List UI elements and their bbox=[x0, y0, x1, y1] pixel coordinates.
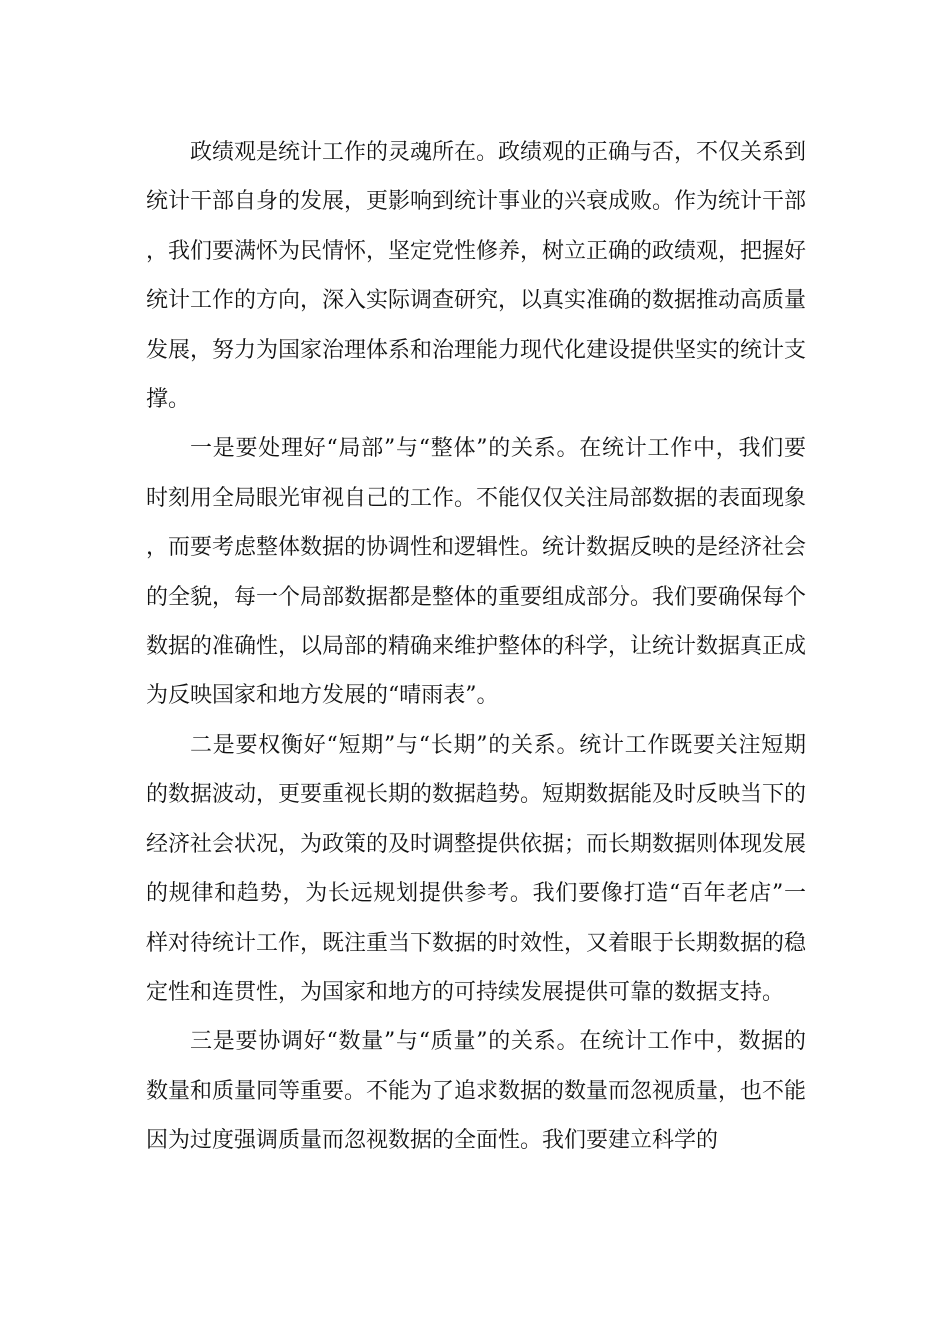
paragraph-point-three: 三是要协调好“数量”与“质量”的关系。在统计工作中，数据的数量和质量同等重要。不能为了追求数据的数量而忽视质量，也不能因为过度强调质量而忽视数据的全面性。我们要建立科学的 bbox=[146, 1029, 807, 1154]
document-body bbox=[146, 128, 806, 1166]
paragraph-point-one: 一是要处理好“局部”与“整体”的关系。在统计工作中，我们要时刻用全局眼光审视自己的工作。不能仅仅关注局部数据的表面现象，而要考虑整体数据的协调性和逻辑性。统计数据反映的是经济社会的全貌，每一个局部数据都是整体的重要组成部分。我们要确保每个数据的准确性，以局部的精确来维护整体的科学，让统计数据真正成为反映国家和地方发展的“晴雨表”。 bbox=[146, 436, 807, 709]
paragraph-point-two: 二是要权衡好“短期”与“长期”的关系。统计工作既要关注短期的数据波动，更要重视长期的数据趋势。短期数据能及时反映当下的经济社会状况，为政策的及时调整提供依据；而长期数据则体现发展的规律和趋势，为长远规划提供参考。我们要像打造“百年老店”一样对待统计工作，既注重当下数据的时效性，又着眼于长期数据的稳定性和连贯性，为国家和地方的可持续发展提供可靠的数据支持。 bbox=[146, 732, 807, 1005]
paragraph-intro: 政绩观是统计工作的灵魂所在。政绩观的正确与否，不仅关系到统计干部自身的发展，更影响到统计事业的兴衰成败。作为统计干部，我们要满怀为民情怀，坚定党性修养，树立正确的政绩观，把握好统计工作的方向，深入实际调查研究，以真实准确的数据推动高质量发展，努力为国家治理体系和治理能力现代化建设提供坚实的统计支撑。 bbox=[146, 140, 807, 413]
